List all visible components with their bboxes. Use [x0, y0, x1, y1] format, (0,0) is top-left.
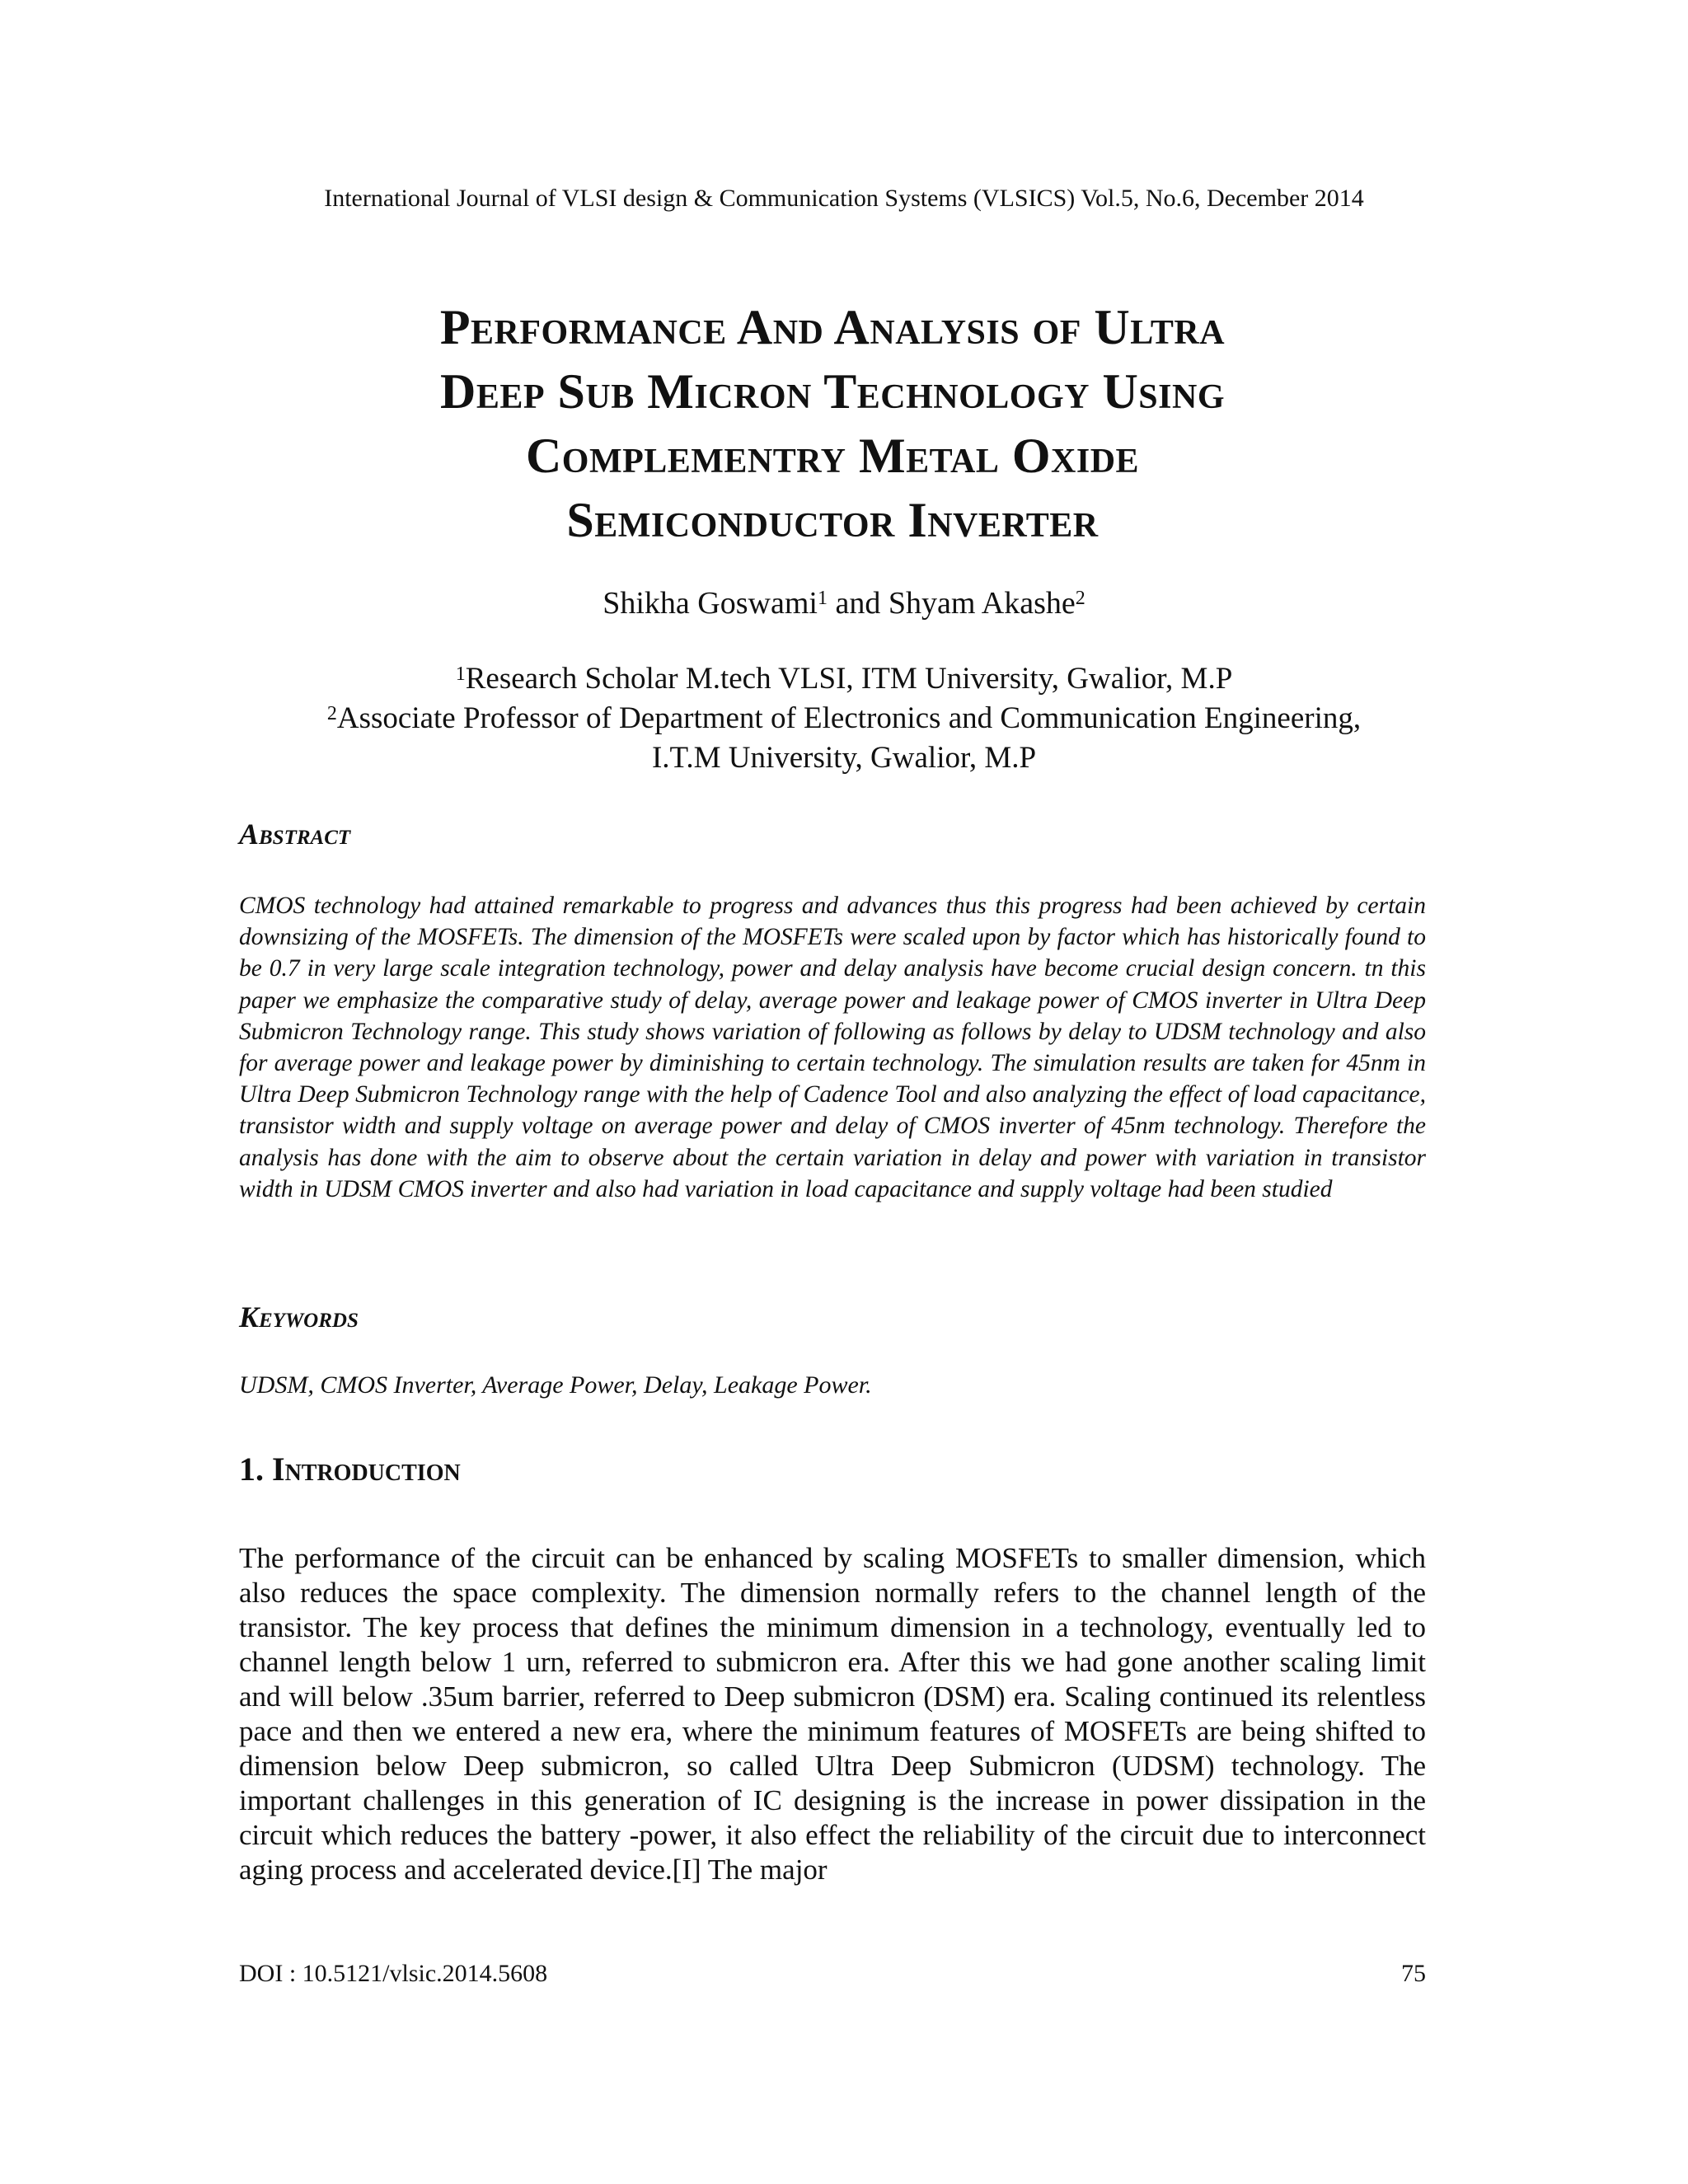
author-affiliation-marker: 2	[1075, 588, 1085, 609]
title-line: Complementry Metal Oxide	[525, 429, 1140, 483]
author-affiliation-marker: 1	[817, 588, 828, 609]
author-list	[0, 583, 1688, 623]
affiliations	[0, 659, 1688, 778]
page-number: 75	[1401, 1960, 1426, 1987]
keywords-heading: Keywords	[239, 1301, 359, 1333]
affiliation-line	[0, 659, 1688, 699]
affiliation-marker: 2	[326, 703, 337, 724]
abstract-body: CMOS technology had attained remarkable to progress and advances thus this progress had been achieved by certain downsizing of the MOSFETs. The dimension of the MOSFETs were scaled upon by factor which has historically found to be 0.7 in very large scale integration technology, power and delay analysis have become crucial design concern. tn this paper we emphasize the comparative study of delay, average power and leakage power of CMOS inverter in Ultra Deep Submicron Technology range. This study shows variation of following as follows by delay to UDSM technology and also for average power and leakage power by diminishing to certain technology. The simulation results are taken for 45nm in Ultra Deep Submicron Technology range with the help of Cadence Tool and also analyzing the effect of load capacitance, transistor width and supply voltage on average power and delay of CMOS inverter of 45nm technology. Therefore the analysis has done with the aim to observe about the certain variation in delay and power with variation in transistor width in UDSM CMOS inverter and also had variation in load capacitance and supply voltage had been studied	[239, 893, 1426, 1202]
abstract-heading: Abstract	[239, 818, 351, 851]
title-line: Semiconductor Inverter	[566, 493, 1099, 547]
title-line: Performance And Analysis of Ultra	[439, 300, 1226, 354]
introduction-heading: 1. Introduction	[239, 1451, 461, 1488]
author-connector: and	[827, 586, 889, 621]
title-line: Deep Sub Micron Technology Using	[439, 364, 1226, 419]
affiliation-text: Research Scholar M.tech VLSI, ITM University, Gwalior, M.P	[465, 662, 1233, 696]
affiliation-line	[0, 699, 1688, 738]
introduction-body: The performance of the circuit can be enhanced by scaling MOSFETs to smaller dimension, which also reduces the space complexity. The dimension normally refers to the channel length of the transistor. The key process that defines the minimum dimension in a technology, eventually led to channel length below 1 urn, referred to submicron era. After this we had gone another scaling limit and will below .35um barrier, referred to Deep submicron (DSM) era. Scaling continued its relentless pace and then we entered a new era, where the minimum features of MOSFETs are being shifted to dimension below Deep submicron, so called Ultra Deep Submicron (UDSM) technology. The important challenges in this generation of IC designing is the increase in power dissipation in the circuit which reduces the battery -power, it also effect the reliability of the circuit due to interconnect aging process and accelerated device.[I] The major	[239, 1542, 1426, 1886]
affiliation-marker: 1	[455, 663, 466, 685]
keywords-body: UDSM, CMOS Inverter, Average Power, Delay, Leakage Power.	[239, 1371, 872, 1399]
affiliation-line	[0, 738, 1688, 778]
journal-header: International Journal of VLSI design & Communication Systems (VLSICS) Vol.5, No.6, December 2014	[324, 185, 1364, 212]
affiliation-text: I.T.M University, Gwalior, M.P	[651, 741, 1037, 775]
footer-doi: DOI : 10.5121/vlsic.2014.5608	[239, 1960, 548, 1987]
author-name: Shyam Akashe	[888, 586, 1076, 621]
author-name: Shikha Goswami	[603, 586, 818, 621]
affiliation-text: Associate Professor of Department of Electronics and Communication Engineering,	[336, 701, 1362, 735]
paper-title	[239, 295, 1426, 552]
